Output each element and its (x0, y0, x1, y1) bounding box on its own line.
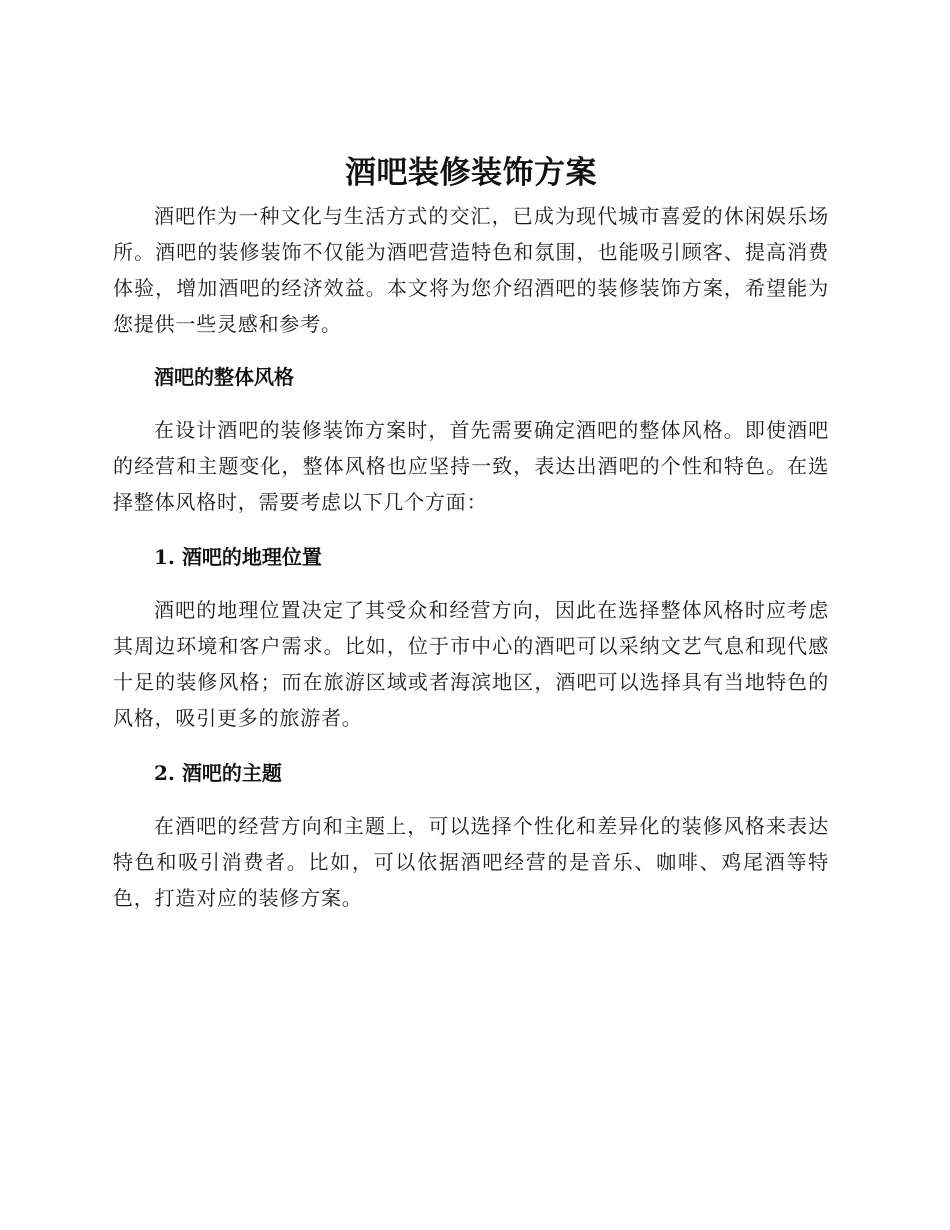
document-title: 酒吧装修装饰方案 (345, 155, 597, 191)
section-paragraph-location: 酒吧的地理位置决定了其受众和经营方向，因此在选择整体风格时应考虑其周边环境和客户需求。比如，位于市中心的酒吧可以采纳文艺气息和现代感十足的装修风格；而在旅游区域或者海滨地区，酒吧可以选择具有当地特色的风格，吸引更多的旅游者。 (113, 598, 829, 730)
section-heading-theme: 2. 酒吧的主题 (154, 761, 282, 785)
intro-paragraph: 酒吧作为一种文化与生活方式的交汇，已成为现代城市喜爱的休闲娱乐场所。酒吧的装修装饰不仅能为酒吧营造特色和氛围，也能吸引顾客、提高消费体验，增加酒吧的经济效益。本文将为您介绍酒吧的装修装饰方案，希望能为您提供一些灵感和参考。 (113, 204, 829, 336)
section-heading-location: 1. 酒吧的地理位置 (154, 545, 322, 569)
section-paragraph-overall-style: 在设计酒吧的装修装饰方案时，首先需要确定酒吧的整体风格。即使酒吧的经营和主题变化，整体风格也应坚持一致，表达出酒吧的个性和特色。在选择整体风格时，需要考虑以下几个方面： (113, 418, 829, 514)
document-body (113, 150, 829, 916)
section-paragraph-theme: 在酒吧的经营方向和主题上，可以选择个性化和差异化的装修风格来表达特色和吸引消费者。比如，可以依据酒吧经营的是音乐、咖啡、鸡尾酒等特色，打造对应的装修方案。 (113, 814, 829, 910)
section-heading-overall-style: 酒吧的整体风格 (154, 365, 294, 389)
